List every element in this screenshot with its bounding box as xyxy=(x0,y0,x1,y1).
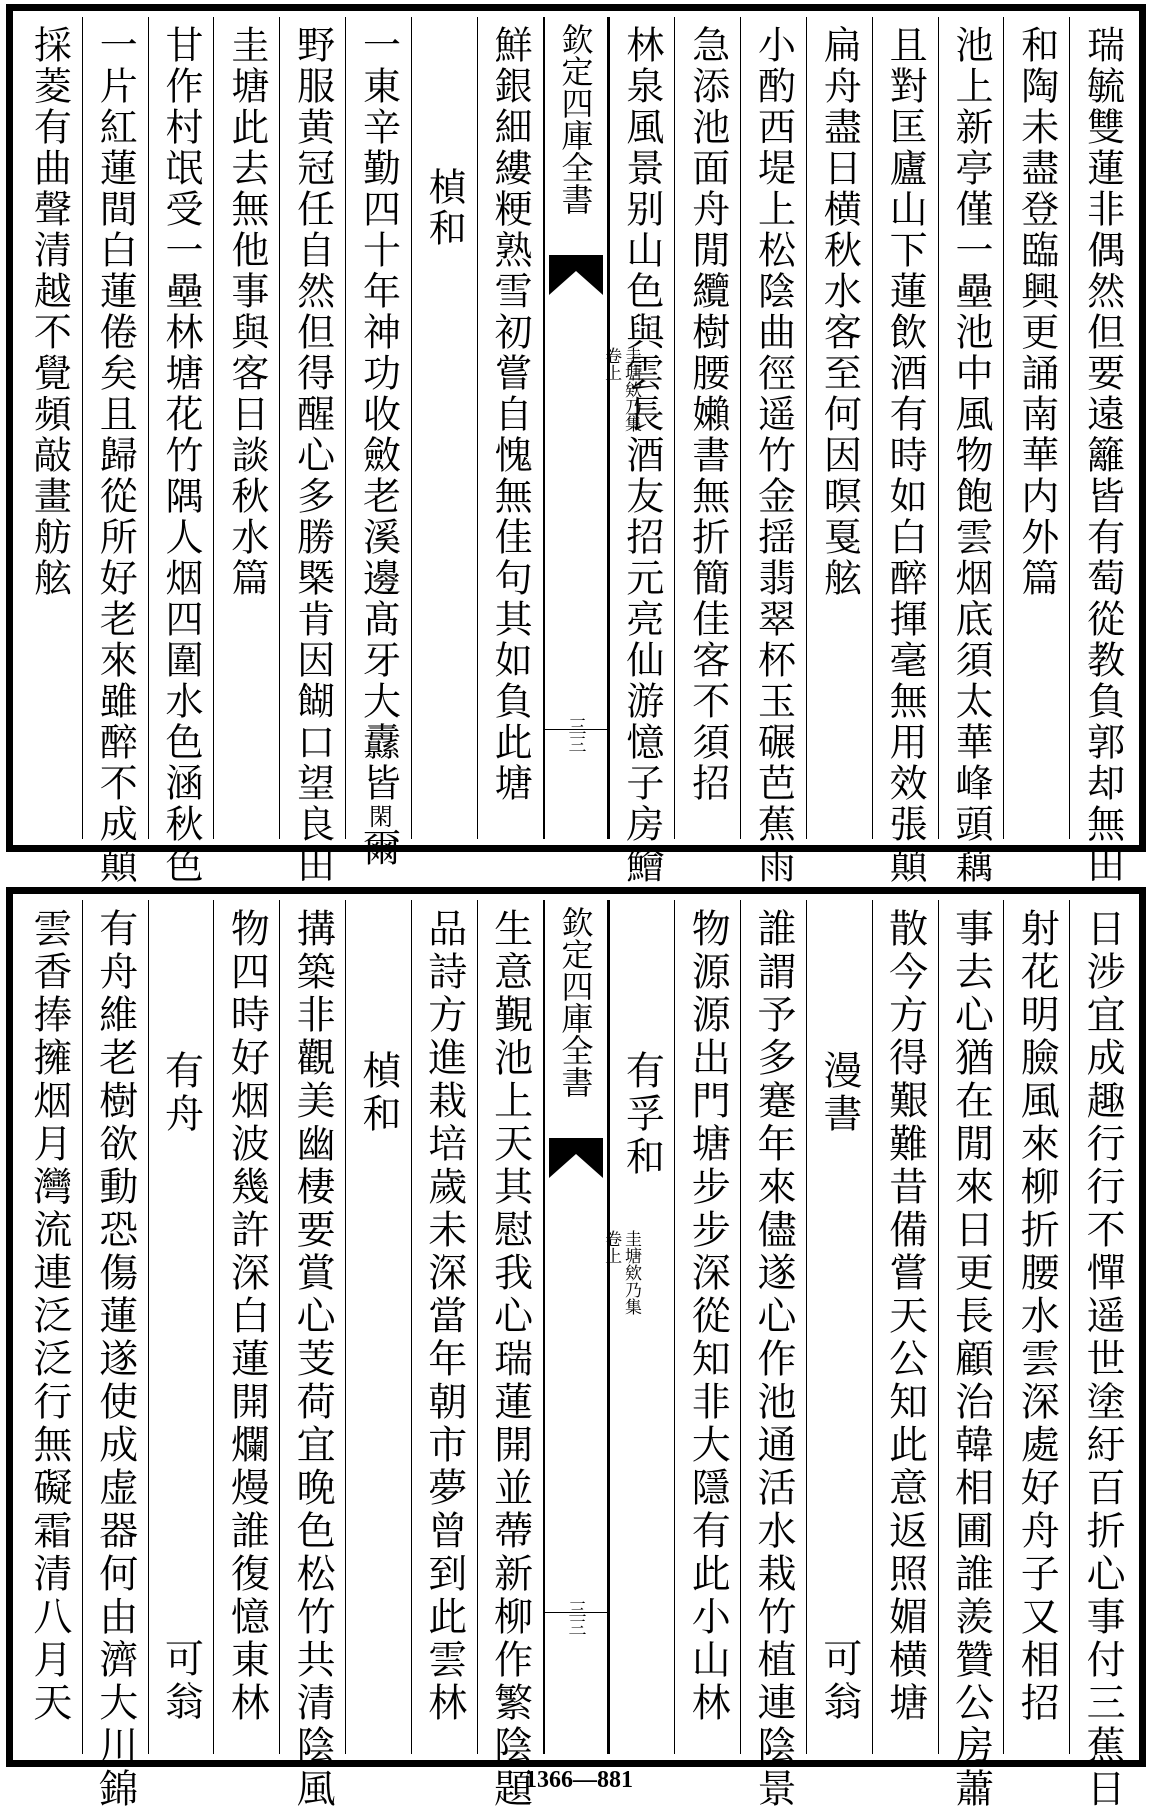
column-text: 急添池面舟閒纜樹腰嬾書無折簡佳客不須招 xyxy=(685,25,730,804)
poem-title-column xyxy=(345,900,411,1754)
poem-title-column xyxy=(148,900,214,1754)
column-text: 和陶未盡登臨興更誦南華内外篇 xyxy=(1014,25,1059,599)
column-text: 散今方得艱難昔備嘗天公知此意返照媚横塘 xyxy=(882,908,928,1725)
columns-top xyxy=(17,17,1135,886)
column-text: 誰謂予多蹇年來儘遂心作池通活水栽竹植連陰景 xyxy=(751,908,797,1811)
volume-name: 卷上 xyxy=(601,347,622,381)
poem-title: 有舟 xyxy=(158,1050,204,1136)
collection-name: 圭塘欸乃集 xyxy=(620,1230,641,1315)
text-column xyxy=(872,900,938,1754)
text-column xyxy=(279,900,345,1811)
margin-rule xyxy=(545,1612,607,1613)
column-text: 小酌西堤上松陰曲徑遥竹金揺翡翠杯玉碾芭蕉雨 xyxy=(751,25,796,886)
column-tail-text: 爾 xyxy=(356,828,401,869)
column-main-text: 一東辛勤四十年神功收斂老溪邊髙牙大纛皆 xyxy=(356,25,401,804)
poem-title-column xyxy=(806,900,872,1754)
text-column xyxy=(872,17,938,886)
text-column xyxy=(938,17,1004,886)
column-text: 物源源出門塘步步深從知非大隱有此小山林 xyxy=(685,908,731,1725)
text-column xyxy=(938,900,1004,1811)
text-column xyxy=(477,17,543,839)
column-text: 日涉宜成趣行行不憚遥世塗紆百折心事付三蕉日 xyxy=(1080,908,1126,1811)
text-column xyxy=(148,17,214,886)
text-column xyxy=(213,17,279,839)
column-text: 物四時好烟波幾許深白蓮開爛熳誰復憶東林 xyxy=(224,908,270,1725)
poem-title-column xyxy=(411,17,477,839)
column-text: 甘作村氓受一壘林塘花竹隅人烟四圍水色涵秋色 xyxy=(159,25,204,886)
column-text: 池上新亭僅一壘池中風物飽雲烟底須太華峰頭藕 xyxy=(948,25,993,886)
text-column xyxy=(740,900,806,1811)
column-text: 雲香捧擁烟月灣流連泛泛行無礙霜清八月天 xyxy=(26,908,72,1725)
poem-title: 楨和 xyxy=(355,1050,401,1136)
text-column xyxy=(213,900,279,1754)
column-text: 生意覲池上天其慰我心瑞蓮開並蔕新柳作繁陰題 xyxy=(487,908,533,1811)
text-column xyxy=(740,17,806,886)
text-column xyxy=(17,17,82,839)
poem-title: 楨和 xyxy=(422,167,467,249)
collection-name: 圭塘欸乃集 xyxy=(620,347,641,432)
book-title: 欽定四庫全書 xyxy=(556,906,595,1098)
fish-tail-mark-icon xyxy=(549,1138,603,1178)
margin-rule xyxy=(545,729,607,730)
book-title: 欽定四庫全書 xyxy=(556,23,595,215)
text-column xyxy=(806,17,872,839)
page-number: 三三 xyxy=(565,717,587,753)
center-margin xyxy=(543,17,641,839)
text-column xyxy=(1069,900,1135,1811)
column-text: 搆築非觀美幽棲要賞心芰荷宜晚色松竹共清陰風 xyxy=(290,908,336,1811)
column-text: 扁舟盡日横秋水客至何因暝戛舷 xyxy=(817,25,862,599)
column-text: 射花明臉風來柳折腰水雲深處好舟子又相招 xyxy=(1014,908,1060,1725)
text-column xyxy=(1003,900,1069,1754)
text-column xyxy=(1069,17,1135,886)
page-number: 三三 xyxy=(565,1600,587,1636)
text-column xyxy=(1003,17,1069,839)
text-column xyxy=(17,900,82,1754)
text-column xyxy=(82,900,148,1811)
volume-name: 卷上 xyxy=(601,1230,622,1264)
text-column xyxy=(674,900,740,1754)
column-text: 鮮銀細縷粳熟雪初嘗自愧無佳句其如負此塘 xyxy=(488,25,533,804)
column-text: 有舟維老樹欲動恐傷蓮遂使成虚器何由濟大川錦 xyxy=(92,908,138,1811)
page-top xyxy=(6,4,1146,886)
column-text: 一片紅蓮間白蓮倦矣且歸從所好老來雖醉不成顛 xyxy=(93,25,138,886)
column-text: 品詩方進栽培歲未深當年朝市夢曾到此雲林 xyxy=(421,908,467,1725)
column-text: 事去心猶在閒來日更長顧治韓相圃誰羨贊公房蕭 xyxy=(948,908,994,1811)
text-column xyxy=(82,17,148,886)
column-text: 野服黄冠任自然但得醒心多勝槩肯因餬口望良田 xyxy=(290,25,335,886)
column-text xyxy=(356,25,401,869)
column-text: 圭塘此去無他事與客日談秋水篇 xyxy=(224,25,269,599)
fish-tail-mark-icon xyxy=(549,255,603,295)
interlinear-note: 閑 xyxy=(364,804,393,828)
text-column xyxy=(345,17,411,869)
center-margin xyxy=(543,900,641,1754)
text-column xyxy=(411,900,477,1754)
text-column xyxy=(674,17,740,839)
column-text: 瑞毓雙蓮非偶然但要遠籬皆有萄從教負郭却無田 xyxy=(1080,25,1125,886)
column-text: 林泉風景别山色與雲長酒友招元亮仙游憶子房鱠 xyxy=(619,25,664,886)
poem-title: 有孚和 xyxy=(619,1050,665,1179)
poem-author: 可翁 xyxy=(158,1638,204,1724)
text-column xyxy=(279,17,345,886)
text-column xyxy=(477,900,543,1811)
poem-title-column xyxy=(609,900,675,1754)
page-footer-number: 1366—881 xyxy=(525,1767,633,1793)
poem-title: 漫書 xyxy=(816,1050,862,1136)
column-text: 且對匡廬山下蓮飲酒有時如白醉揮毫無用效張顛 xyxy=(883,25,928,886)
poem-author: 可翁 xyxy=(816,1638,862,1724)
column-text: 採菱有曲聲清越不覺頻敲畫舫舷 xyxy=(27,25,72,599)
